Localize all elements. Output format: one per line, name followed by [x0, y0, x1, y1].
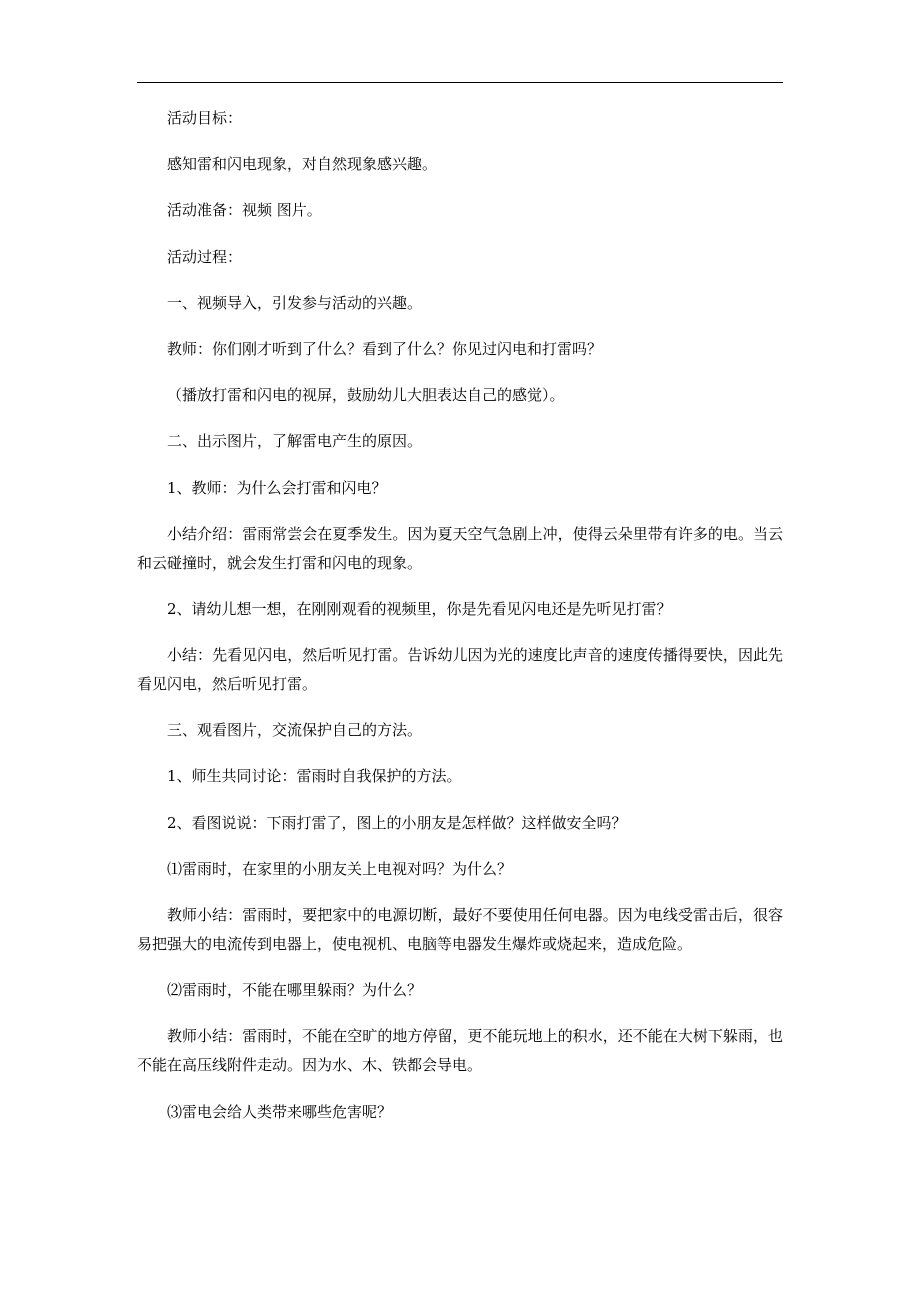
paragraph-item-2-2: 2、请幼儿想一想，在刚刚观看的视频里，你是先看见闪电还是先听见打雷？	[167, 599, 672, 618]
paragraph-item-2-1: 1、教师：为什么会打雷和闪电？	[167, 478, 387, 497]
paragraph-section-three: 三、观看图片，交流保护自己的方法。	[167, 721, 423, 740]
paragraph-teacher-summary-1: 教师小结：雷雨时，要把家中的电源切断，最好不要使用任何电器。因为电线受雷击后，很容易把强大的电流传到电器上，使电视机、电脑等电器发生爆炸或烧起来，造成危险。	[137, 906, 783, 953]
paragraph-summary-intro: 小结介绍：雷雨常尝会在夏季发生。因为夏天空气急剧上冲，使得云朵里带有许多的电。当云和云碰撞时，就会发生打雷和闪电的现象。	[137, 524, 783, 572]
paragraph-activity-preparation: 活动准备：视频 图片。	[167, 201, 322, 220]
paragraph-teacher-summary-2: 教师小结：雷雨时，不能在空旷的地方停留，更不能玩地上的积水，还不能在大树下躲雨，也不能在高压线附件走动。因为水、木、铁都会导电。	[137, 1027, 783, 1075]
paragraph-item-3-1: 1、师生共同讨论：雷雨时自我保护的方法。	[167, 767, 462, 786]
header-rule	[137, 82, 783, 83]
paragraph-play-video: （播放打雷和闪电的视屏，鼓励幼儿大胆表达自己的感觉）。	[167, 386, 565, 405]
paragraph-summary-light-sound: 小结：先看见闪电，然后听见打雷。告诉幼儿因为光的速度比声音的速度传播得要快，因此先看见闪电，然后听见打雷。	[137, 646, 783, 694]
paragraph-teacher-question: 教师：你们刚才听到了什么？看到了什么？你见过闪电和打雷吗？	[167, 339, 603, 358]
paragraph-activity-goal-heading: 活动目标：	[167, 109, 243, 127]
paragraph-activity-goal: 感知雷和闪电现象，对自然现象感兴趣。	[167, 155, 438, 174]
paragraph-item-3-2: 2、看图说说：下雨打雷了，图上的小朋友是怎样做？这样做安全吗？	[167, 813, 627, 832]
document-body	[137, 104, 783, 1127]
paragraph-question-1: ⑴雷雨时，在家里的小朋友关上电视对吗？为什么？	[167, 859, 513, 878]
paragraph-question-2: ⑵雷雨时，不能在哪里躲雨？为什么？	[167, 981, 423, 1000]
paragraph-section-two: 二、出示图片，了解雷电产生的原因。	[167, 432, 423, 451]
paragraph-activity-process-heading: 活动过程：	[167, 247, 243, 266]
paragraph-question-3: ⑶雷电会给人类带来哪些危害呢？	[167, 1102, 393, 1121]
paragraph-section-one: 一、视频导入，引发参与活动的兴趣。	[167, 293, 423, 312]
